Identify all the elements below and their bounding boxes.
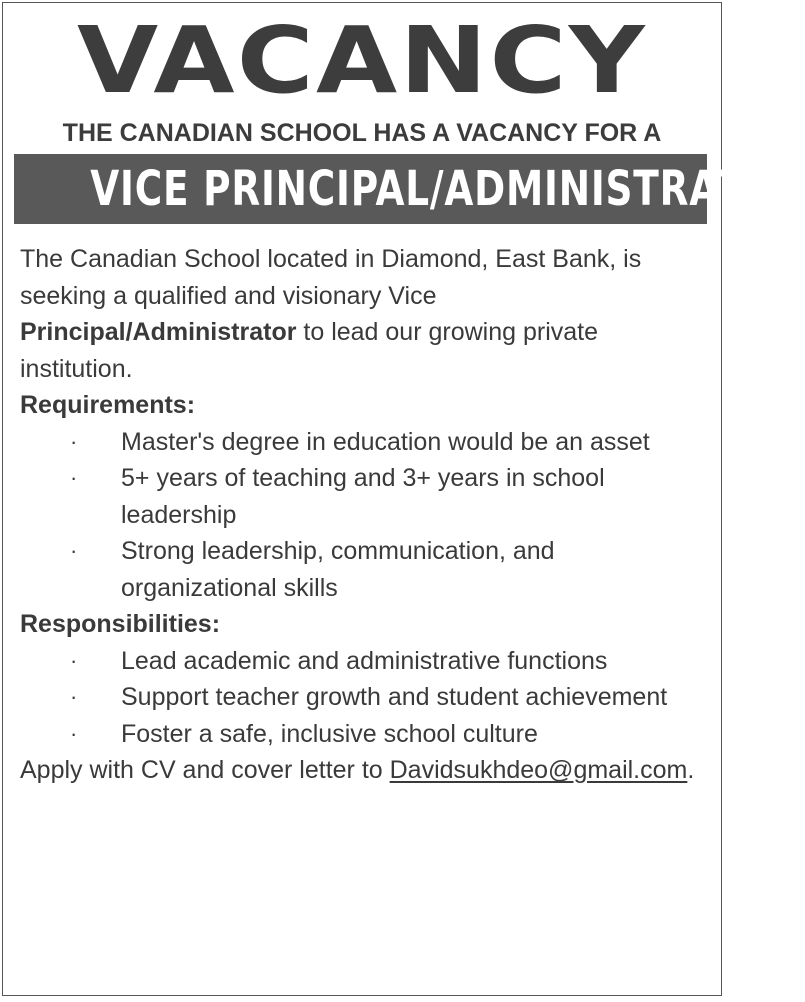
responsibility-text: Lead academic and administrative functions [121,646,608,675]
position-title: VICE PRINCIPAL/ADMINISTRATOR [90,161,805,217]
intro-text-after: to lead our growing private institution. [20,318,599,383]
intro-paragraph [20,241,711,387]
requirements-list [20,424,711,607]
responsibility-item [20,679,711,716]
requirement-item [20,533,711,606]
requirement-item [20,460,711,533]
intro-text-before: The Canadian School located in Diamond, East Bank, is seeking a qualified and visionary Vice [20,245,642,310]
responsibility-item [20,716,711,753]
responsibilities-heading: Responsibilities: [20,610,221,638]
requirement-text: 5+ years of teaching and 3+ years in school leadership [121,464,605,529]
requirement-text: Master's degree in education would be an asset [121,427,650,456]
responsibilities-list [20,643,711,753]
vacancy-headline: VACANCY [76,7,647,114]
bullet-dot-icon: · [70,684,78,709]
bullet-dot-icon: · [70,428,78,454]
position-title-banner [14,154,805,224]
apply-email-link[interactable]: Davidsukhdeo@gmail.com [389,756,688,784]
requirement-text: Strong leadership, communication, and organizational skills [121,537,555,602]
bullet-dot-icon: · [70,465,78,490]
responsibility-text: Foster a safe, inclusive school culture [121,719,538,748]
bullet-dot-icon: · [70,720,78,746]
vacancy-subheading: THE CANADIAN SCHOOL HAS A VACANCY FOR A [62,119,662,147]
bullet-dot-icon: · [70,647,78,673]
ad-body [20,241,711,789]
responsibility-text: Support teacher growth and student achievement [121,683,668,711]
requirements-heading: Requirements: [20,391,196,419]
vacancy-advertisement [2,2,805,996]
bullet-dot-icon: · [70,538,78,563]
apply-text: Apply with CV and cover letter to [20,756,390,784]
requirement-item [20,424,711,461]
apply-paragraph [20,752,711,789]
apply-end-punctuation: . [687,756,695,784]
intro-bold-position: Principal/Administrator [20,318,297,346]
responsibility-item [20,643,711,680]
